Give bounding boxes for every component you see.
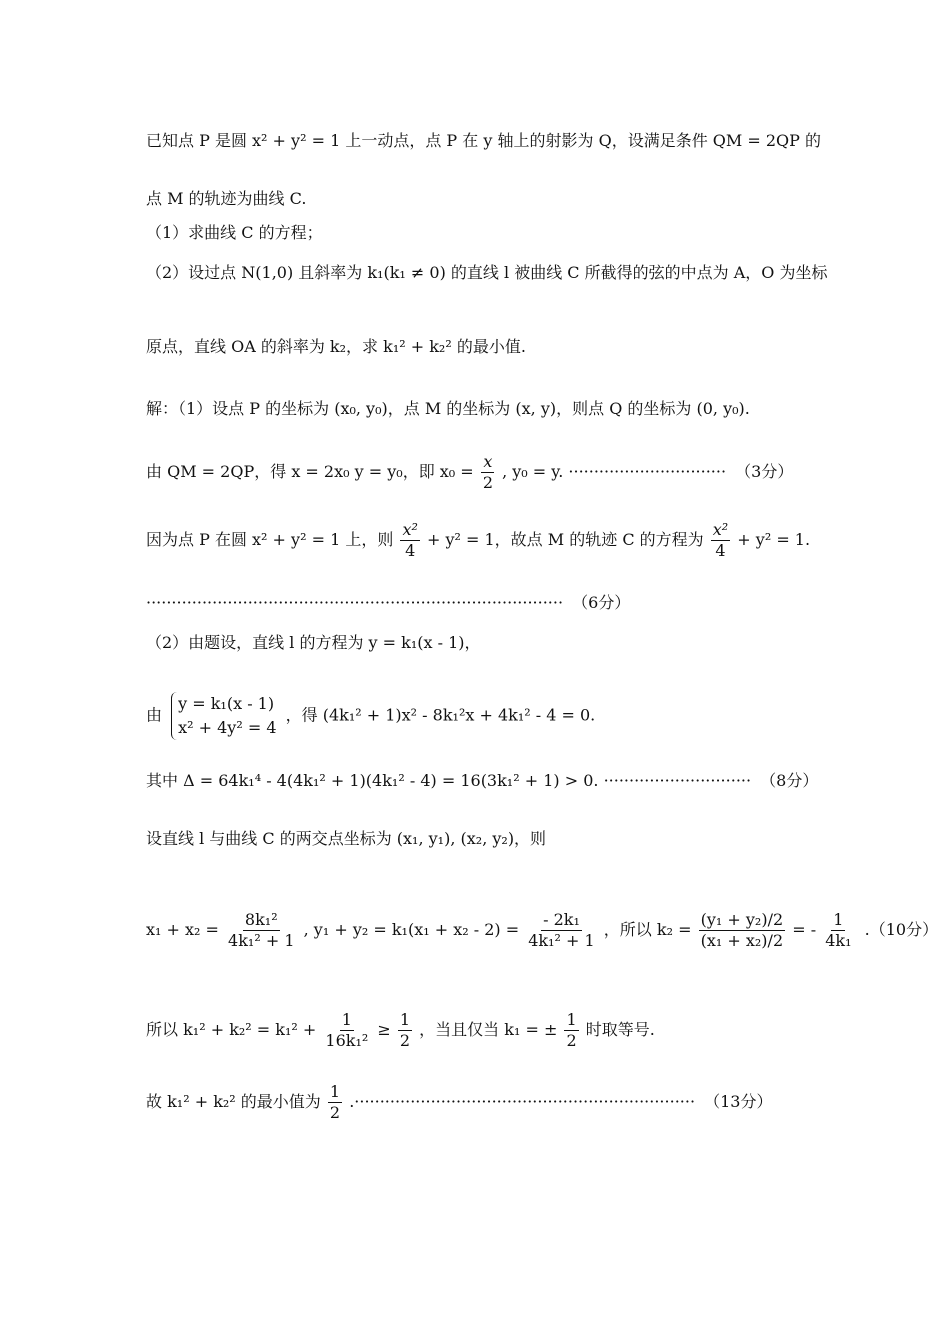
s9-f4-den: 4k₁ [825, 931, 852, 950]
s3-frac1-den: 4 [405, 541, 416, 560]
solution-step-4 [146, 592, 630, 614]
s9-fraction-1 [226, 910, 296, 951]
s6-post: ，得 (4k₁² + 1)x² - 8k₁²x + 4k₁² - 4 = 0. [285, 705, 596, 725]
s6-pre: 由 [146, 705, 163, 725]
s9-f2-num: - 2k₁ [543, 910, 580, 929]
s9-d: = - [792, 920, 817, 939]
s11-dots: .··································································· [349, 1092, 696, 1111]
s4-score: （6分） [572, 593, 631, 612]
s2-post: , y₀ = y. [502, 462, 564, 481]
s10-fraction-1 [323, 1010, 370, 1051]
s3-fraction-2 [711, 520, 730, 561]
solution-step-3 [146, 520, 810, 561]
s9-fraction-4 [823, 910, 853, 951]
s7-text: 其中 Δ = 64k₁⁴ - 4(4k₁² + 1)(4k₁² - 4) = 16(3k₁² + 1) > 0. [146, 771, 599, 790]
s10-f2-num: 1 [399, 1010, 411, 1029]
s10-f3-num: 1 [566, 1010, 577, 1029]
s11-score: （13分） [704, 1092, 773, 1111]
s3-frac1-num: x² [402, 520, 418, 539]
system-eq-2: x² + 4y² = 4 [178, 718, 277, 737]
s9-score: .（10分） [864, 920, 939, 939]
s9-f2-den: 4k₁² + 1 [528, 931, 595, 950]
solution-step-10 [146, 1010, 655, 1051]
s2-pre: 由 QM = 2QP，得 x = 2x₀ y = y₀，即 x₀ = [146, 462, 474, 481]
s10-d: 时取等号. [585, 1020, 655, 1039]
s9-b: , y₁ + y₂ = k₁(x₁ + x₂ - 2) = [303, 920, 520, 939]
s10-a: 所以 k₁² + k₂² = k₁² + [146, 1020, 317, 1039]
solution-step-6 [146, 692, 595, 740]
s10-f3-den: 2 [566, 1031, 577, 1050]
s7-dots: ····························· [603, 771, 752, 790]
solution-step-2 [146, 452, 793, 493]
solution-step-1: 解：（1）设点 P 的坐标为 (x₀, y₀)，点 M 的坐标为 (x, y)，则点 Q 的坐标为 (0, y₀). [146, 399, 750, 418]
s10-c: ，当且仅当 k₁ = ± [419, 1020, 558, 1039]
s9-f1-den: 4k₁² + 1 [228, 931, 295, 950]
s10-f1-den: 16k₁² [325, 1031, 369, 1050]
s3-fraction-1 [400, 520, 419, 561]
s11-f-num: 1 [329, 1082, 341, 1101]
s2-score: （3分） [735, 462, 794, 481]
solution-step-11 [146, 1082, 773, 1123]
s9-fraction-2 [526, 910, 596, 951]
s9-fraction-3 [699, 910, 786, 951]
s10-fraction-2 [398, 1010, 412, 1051]
system-eq-1: y = k₁(x - 1) [178, 694, 275, 713]
s3-pre: 因为点 P 在圆 x² + y² = 1 上，则 [146, 530, 394, 549]
s3-post: + y² = 1. [737, 530, 811, 549]
question-2-line-1: （2）设过点 N(1,0) 且斜率为 k₁(k₁ ≠ 0) 的直线 l 被曲线 C 所截得的弦的中点为 A，O 为坐标 [146, 263, 828, 282]
s11-fraction [328, 1082, 342, 1123]
equation-system [171, 692, 276, 740]
problem-line-2: 点 M 的轨迹为曲线 C. [146, 189, 307, 208]
s10-f2-den: 2 [399, 1031, 411, 1050]
s9-f3-den: (x₁ + x₂)/2 [700, 931, 784, 950]
s10-b: ≥ [377, 1020, 391, 1039]
s2-fraction [481, 452, 495, 493]
s3-frac2-num: x² [712, 520, 729, 539]
problem-line-1: 已知点 P 是圆 x² + y² = 1 上一动点，点 P 在 y 轴上的射影为 Q，设满足条件 QM = 2QP 的 [146, 131, 822, 150]
s2-frac-num: x [483, 452, 493, 471]
solution-step-7 [146, 770, 818, 792]
s11-a: 故 k₁² + k₂² 的最小值为 [146, 1092, 321, 1111]
s2-frac-den: 2 [482, 473, 493, 492]
s2-dots: ······························· [568, 462, 727, 481]
s9-f1-num: 8k₁² [244, 910, 278, 929]
solution-step-5: （2）由题设，直线 l 的方程为 y = k₁(x - 1)， [146, 633, 481, 652]
solution-step-9 [146, 910, 938, 951]
s9-a: x₁ + x₂ = [146, 920, 219, 939]
question-1: （1）求曲线 C 的方程； [146, 223, 323, 242]
s7-score: （8分） [760, 771, 819, 790]
s3-mid: + y² = 1，故点 M 的轨迹 C 的方程为 [426, 530, 704, 549]
s9-f4-num: 1 [833, 910, 844, 929]
question-2-line-2: 原点，直线 OA 的斜率为 k₂，求 k₁² + k₂² 的最小值. [146, 337, 526, 356]
s9-c: ，所以 k₂ = [603, 920, 692, 939]
s3-frac2-den: 4 [715, 541, 726, 560]
s10-f1-num: 1 [341, 1010, 352, 1029]
s11-f-den: 2 [329, 1103, 341, 1122]
s9-f3-num: (y₁ + y₂)/2 [700, 910, 784, 929]
solution-step-8: 设直线 l 与曲线 C 的两交点坐标为 (x₁, y₁), (x₂, y₂)，则 [146, 829, 547, 848]
s10-fraction-3 [564, 1010, 578, 1051]
s4-dots: ·················································································· [146, 593, 564, 612]
